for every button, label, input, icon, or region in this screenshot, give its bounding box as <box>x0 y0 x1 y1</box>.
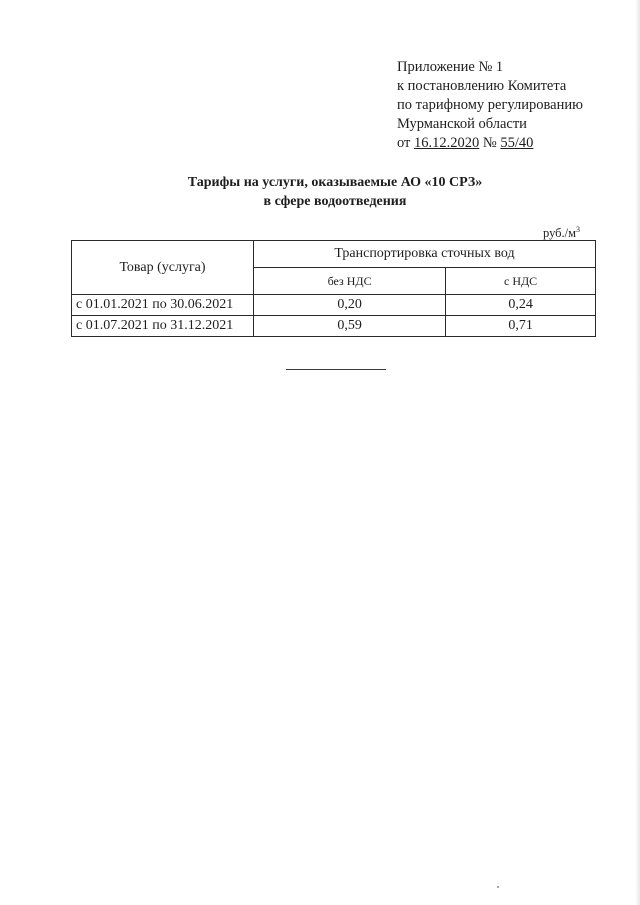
decree-date: 16.12.2020 <box>414 135 480 151</box>
row-value-with-vat: 0,71 <box>446 316 596 337</box>
unit-exponent: 3 <box>576 225 581 234</box>
end-separator-line <box>286 369 386 370</box>
table-row <box>72 316 596 337</box>
table-row <box>72 295 596 316</box>
document-title <box>0 173 640 211</box>
page-edge-shadow <box>635 0 640 905</box>
header-without-vat: без НДС <box>254 268 446 295</box>
row-period: с 01.07.2021 по 31.12.2021 <box>72 316 254 337</box>
unit-label <box>543 225 580 241</box>
title-line-1: Тарифы на услуги, оказываемые АО «10 СРЗ» <box>187 175 483 190</box>
row-value-without-vat: 0,59 <box>254 316 446 337</box>
title-line-2: в сфере водоотведения <box>263 194 407 209</box>
scan-speck <box>497 886 499 888</box>
tariff-table <box>71 240 596 337</box>
row-value-with-vat: 0,24 <box>446 295 596 316</box>
appendix-line-1: Приложение № 1 <box>397 59 504 75</box>
date-prefix: от <box>397 135 415 151</box>
decree-number: 55/40 <box>500 135 534 151</box>
table-header-row-1 <box>72 241 596 268</box>
header-with-vat: с НДС <box>446 268 596 295</box>
number-prefix: № <box>479 135 501 151</box>
appendix-date-line <box>397 134 583 153</box>
appendix-header <box>397 58 583 153</box>
header-goods: Товар (услуга) <box>72 241 254 295</box>
appendix-line-3: по тарифному регулированию <box>397 97 583 113</box>
row-period: с 01.01.2021 по 30.06.2021 <box>72 295 254 316</box>
appendix-line-4: Мурманской области <box>397 116 527 132</box>
row-value-without-vat: 0,20 <box>254 295 446 316</box>
header-transport: Транспортировка сточных вод <box>254 241 596 268</box>
unit-base: руб./м <box>543 226 577 241</box>
appendix-line-2: к постановлению Комитета <box>397 78 567 94</box>
